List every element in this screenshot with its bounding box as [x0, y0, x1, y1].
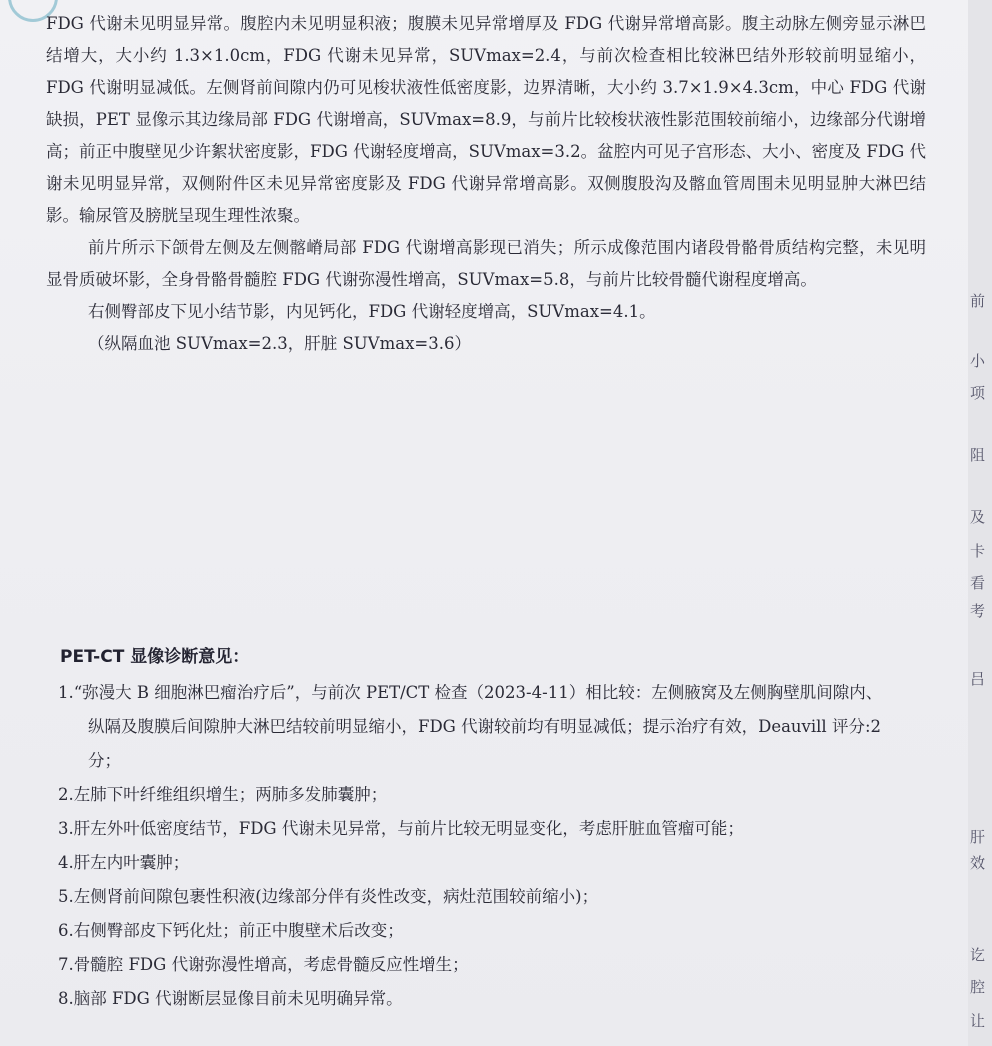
- findings-paragraph-bone: 前片所示下颌骨左侧及左侧髂嵴局部 FDG 代谢增高影现已消失；所示成像范围内诸段骨骼骨质结构完整，未见明显骨质破坏影，全身骨骼骨髓腔 FDG 代谢弥漫性增高，SUVmax=5.8，与前片比较骨髓代谢程度增高。: [46, 238, 926, 289]
- side-fragment: 效: [970, 854, 986, 872]
- imaging-findings: [46, 8, 926, 360]
- diagnosis-item: 3.肝左外叶低密度结节，FDG 代谢未见异常，与前片比较无明显变化，考虑肝脏血管瘤可能；: [58, 819, 744, 838]
- side-fragment: 肝: [970, 828, 986, 846]
- diagnosis-title: PET-CT 显像诊断意见：: [60, 647, 250, 667]
- diagnosis-item: 2.左肺下叶纤维组织增生；两肺多发肺囊肿；: [58, 785, 388, 804]
- diagnosis-item: 1.“弥漫大 B 细胞淋巴瘤治疗后”，与前次 PET/CT 检查（2023-4-11）相比较：左侧腋窝及左侧胸壁肌间隙内、纵隔及腹膜后间隙肿大淋巴结较前明显缩小，FDG 代谢较前均有明显减低；提示治疗有效，Deauvill 评分:2 分；: [58, 683, 883, 770]
- side-fragment: 小: [970, 352, 986, 370]
- side-fragment: 讫: [970, 946, 986, 964]
- diagnosis-item: 5.左侧肾前间隙包裹性积液(边缘部分伴有炎性改变，病灶范围较前缩小)；: [58, 887, 599, 906]
- diagnosis-item: 8.脑部 FDG 代谢断层显像目前未见明确异常。: [58, 989, 403, 1008]
- side-fragment: 前: [970, 292, 986, 310]
- diagnosis-item: 6.右侧臀部皮下钙化灶；前正中腹壁术后改变；: [58, 921, 404, 940]
- side-fragment: 项: [970, 384, 986, 402]
- side-fragment: 及: [970, 508, 986, 526]
- side-fragment: 阻: [970, 446, 986, 464]
- side-fragment: 考: [970, 602, 986, 620]
- adjacent-page-edge: [968, 0, 992, 1046]
- side-fragment: 卡: [970, 542, 986, 560]
- side-fragment: 吕: [970, 670, 986, 688]
- side-fragment: 腔: [970, 978, 986, 996]
- diagnosis-item: 7.骨髓腔 FDG 代谢弥漫性增高，考虑骨髓反应性增生；: [58, 955, 469, 974]
- findings-reference-values: （纵隔血池 SUVmax=2.3，肝脏 SUVmax=3.6）: [88, 334, 471, 353]
- side-fragment: 看: [970, 574, 986, 592]
- diagnosis-list: [58, 676, 898, 1016]
- diagnosis-item: 4.肝左内叶囊肿；: [58, 853, 190, 872]
- side-fragment: 让: [970, 1012, 986, 1030]
- findings-paragraph-buttock: 右侧臀部皮下见小结节影，内见钙化，FDG 代谢轻度增高，SUVmax=4.1。: [88, 302, 656, 321]
- findings-paragraph-abdomen: FDG 代谢未见明显异常。腹腔内未见明显积液；腹膜未见异常增厚及 FDG 代谢异常增高影。腹主动脉左侧旁显示淋巴结增大，大小约 1.3×1.0cm，FDG 代谢未见异常，SUVmax=2.4，与前次检查相比较淋巴结外形较前明显缩小，FDG 代谢明显减低。左侧肾前间隙内仍可见梭状液性低密度影，边界清晰，大小约 3.7×1.9×4.3cm，中心 FDG 代谢缺损，PET 显像示其边缘局部 FDG 代谢增高，SUVmax=8.9，与前片比较梭状液性影范围较前缩小，边缘部分代谢增高；前正中腹壁见少许絮状密度影，FDG 代谢轻度增高，SUVmax=3.2。盆腔内可见子宫形态、大小、密度及 FDG 代谢未见明显异常，双侧附件区未见异常密度影及 FDG 代谢异常增高影。双侧腹股沟及髂血管周围未见明显肿大淋巴结影。输尿管及膀胱呈现生理性浓聚。: [46, 14, 926, 225]
